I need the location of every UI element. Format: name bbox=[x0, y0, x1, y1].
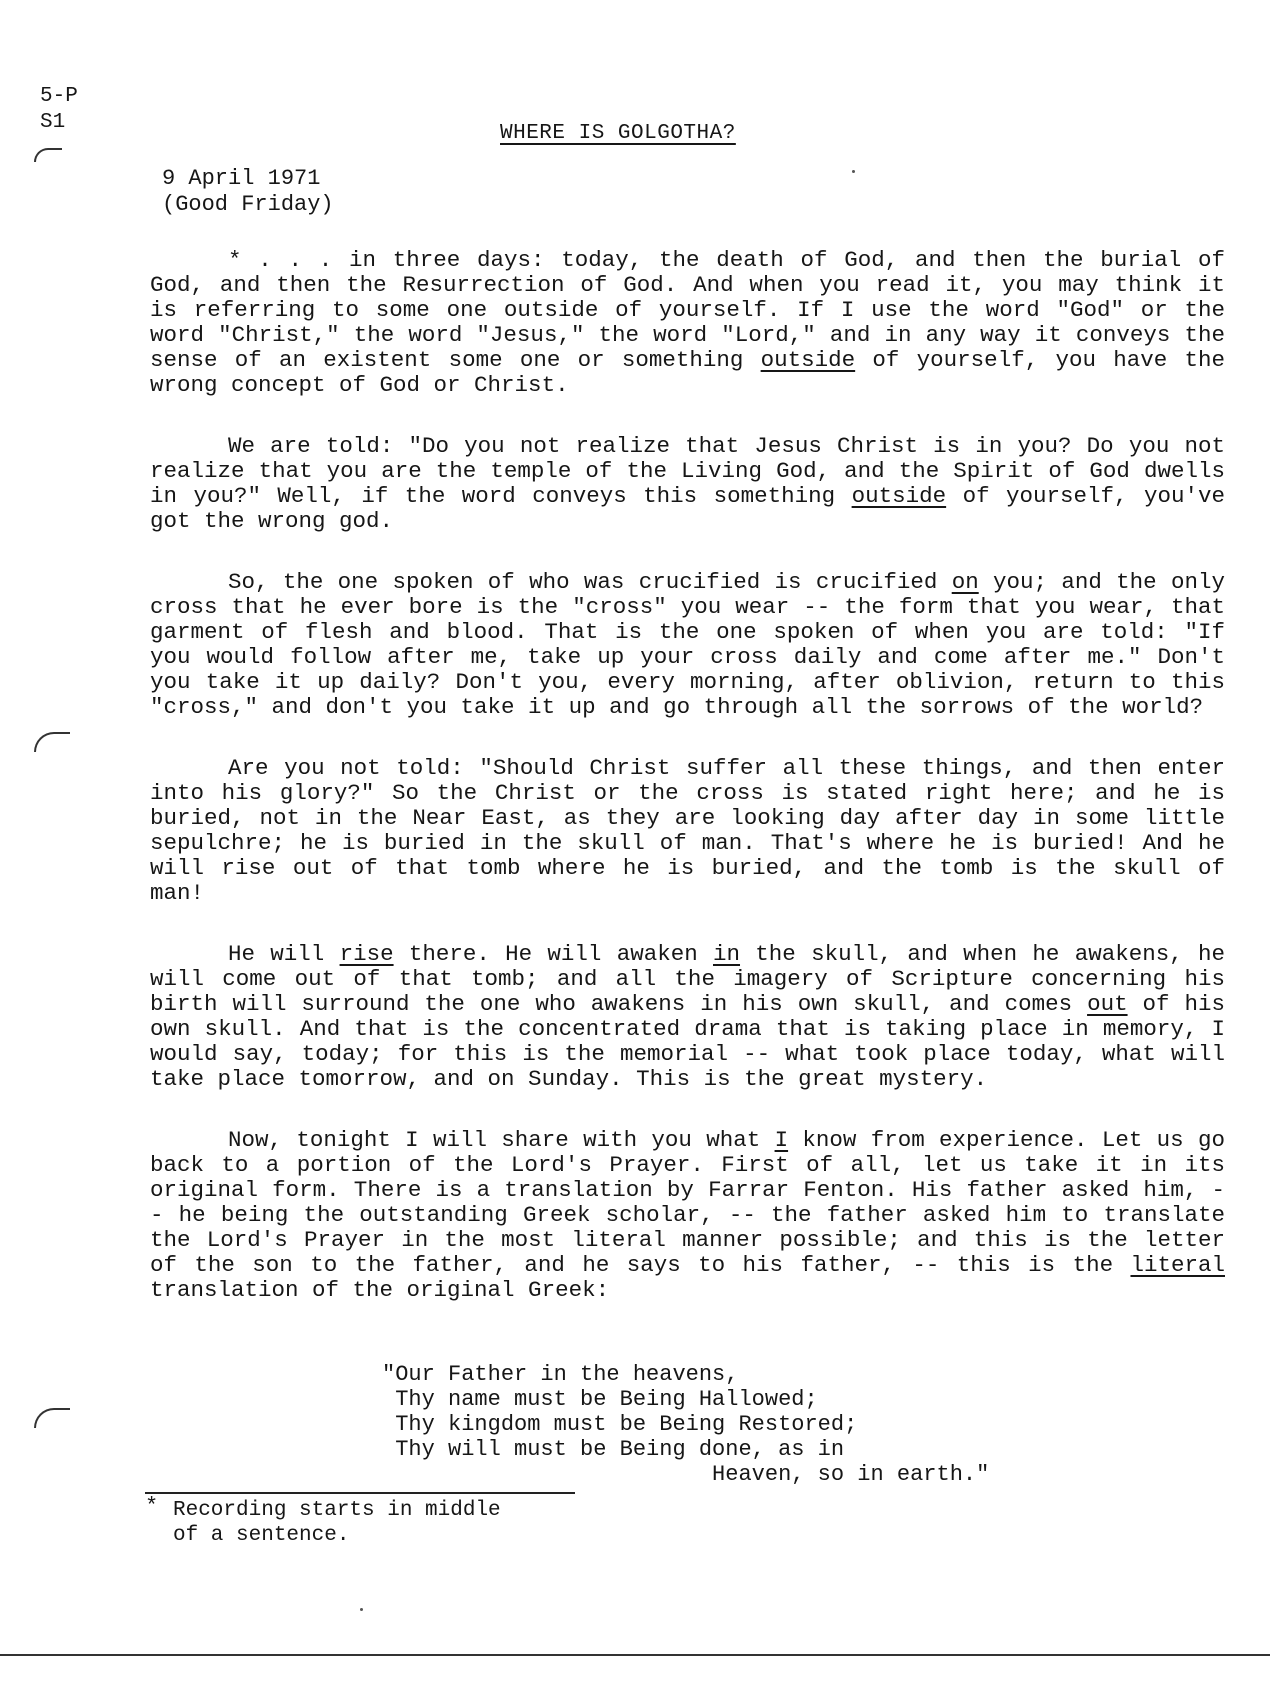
page-id-line-2: S1 bbox=[40, 111, 66, 134]
text-run: He will bbox=[228, 941, 340, 967]
underlined-word: out bbox=[1087, 991, 1128, 1017]
footnote-line: Recording starts in middle bbox=[173, 1499, 501, 1522]
page-identifier bbox=[40, 84, 78, 136]
scan-speck bbox=[852, 170, 855, 173]
occasion-line: (Good Friday) bbox=[162, 192, 334, 217]
underlined-word: literal bbox=[1130, 1252, 1225, 1278]
date-line: 9 April 1971 bbox=[162, 166, 321, 191]
paragraph bbox=[150, 434, 1225, 534]
binder-hole-mark bbox=[34, 1408, 70, 1428]
text-run: of yourself, you have the wrong concept of God or Christ. bbox=[150, 347, 1225, 398]
quote-line: "Our Father in the heavens, bbox=[382, 1362, 739, 1387]
quote-line: Thy will must be Being done, as in bbox=[382, 1437, 845, 1462]
underlined-word: rise bbox=[339, 941, 394, 967]
body-text bbox=[150, 248, 1225, 1339]
text-run: So, the one spoken of who was crucified is crucified bbox=[228, 569, 952, 595]
footnote-line: of a sentence. bbox=[173, 1524, 350, 1547]
footnote-marker: * bbox=[145, 1494, 159, 1519]
lords-prayer-quote bbox=[382, 1362, 989, 1487]
underlined-word: on bbox=[951, 569, 979, 595]
paragraph bbox=[150, 1128, 1225, 1303]
paragraph bbox=[150, 756, 1225, 906]
page-bottom-edge bbox=[0, 1654, 1270, 1656]
text-run: know from experience. Let us go back to a portion of the Lord's Prayer. First of all, let us take it in its original form. There is a translation by Farrar Fenton. His father asked him, -- he being the outstanding Greek scholar, -- the father asked him to translate the Lord's Prayer in the most literal manner possible; and this is the letter of the son to the father, and he says to his father, -- this is the bbox=[150, 1127, 1225, 1278]
underlined-word: I bbox=[774, 1127, 789, 1153]
text-run: translation of the original Greek: bbox=[150, 1277, 610, 1303]
document-title: WHERE IS GOLGOTHA? bbox=[500, 122, 736, 145]
paragraph bbox=[150, 570, 1225, 720]
text-run: of yourself, you've got the wrong god. bbox=[150, 483, 1225, 534]
text-run: there. He will awaken bbox=[393, 941, 713, 967]
text-run: Are you not told: "Should Christ suffer all these things, and then enter into his glory?" So the Christ or the cross is stated right here; and he is buried, not in the Near East, as they are looking day after day in some little sepulchre; he is buried in the skull of man. That's where he is buried! And he will rise out of that tomb where he is buried, and the tomb is the skull of man! bbox=[150, 755, 1225, 906]
text-run: Now, tonight I will share with you what bbox=[228, 1127, 775, 1153]
text-run: the skull, and when he awakens, he will come out of that tomb; and all the imagery of Scripture concerning his birth will surround the one who awakens in his own skull, and comes bbox=[150, 941, 1225, 1017]
quote-line: Heaven, so in earth." bbox=[382, 1462, 990, 1487]
binder-hole-mark bbox=[34, 732, 70, 752]
binder-hole-mark bbox=[34, 148, 62, 162]
underlined-word: outside bbox=[851, 483, 947, 509]
paragraph bbox=[150, 248, 1225, 398]
scan-speck bbox=[360, 1608, 363, 1611]
quote-line: Thy name must be Being Hallowed; bbox=[382, 1387, 818, 1412]
underlined-word: outside bbox=[760, 347, 856, 373]
underlined-word: in bbox=[713, 941, 741, 967]
text-run: * . . . in three days: today, the death of God, and then the burial of God, and then the Resurrection of God. And when you read it, you may think it is referring to some one outside of yourself. If I use the word "God" or the word "Christ," the word "Jesus," the word "Lord," and in any way it conveys the sense of an existent some one or something bbox=[150, 247, 1225, 373]
text-run: of his own skull. And that is the concentrated drama that is taking place in memory, I would say, today; for this is the memorial -- what took place today, what will take place tomorrow, and on Sunday. This is the great mystery. bbox=[150, 991, 1226, 1092]
quote-line: Thy kingdom must be Being Restored; bbox=[382, 1412, 858, 1437]
text-run: We are told: "Do you not realize that Jesus Christ is in you? Do you not realize that you are the temple of the Living God, and the Spirit of God dwells in you?" Well, if the word conveys this something bbox=[150, 433, 1225, 509]
footnote-divider bbox=[145, 1492, 575, 1494]
footnote bbox=[145, 1494, 501, 1548]
text-run: you; and the only cross that he ever bore is the "cross" you wear -- the form that you wear, that garment of flesh and blood. That is the one spoken of when you are told: "If you would follow after me, take up your cross daily and come after me." Don't you take it up daily? Don't you, every morning, after oblivion, return to this "cross," and don't you take it up and go through all the sorrows of the world? bbox=[150, 569, 1225, 720]
date-block bbox=[162, 166, 334, 218]
paragraph bbox=[150, 942, 1225, 1092]
page-id-line-1: 5-P bbox=[40, 85, 78, 108]
